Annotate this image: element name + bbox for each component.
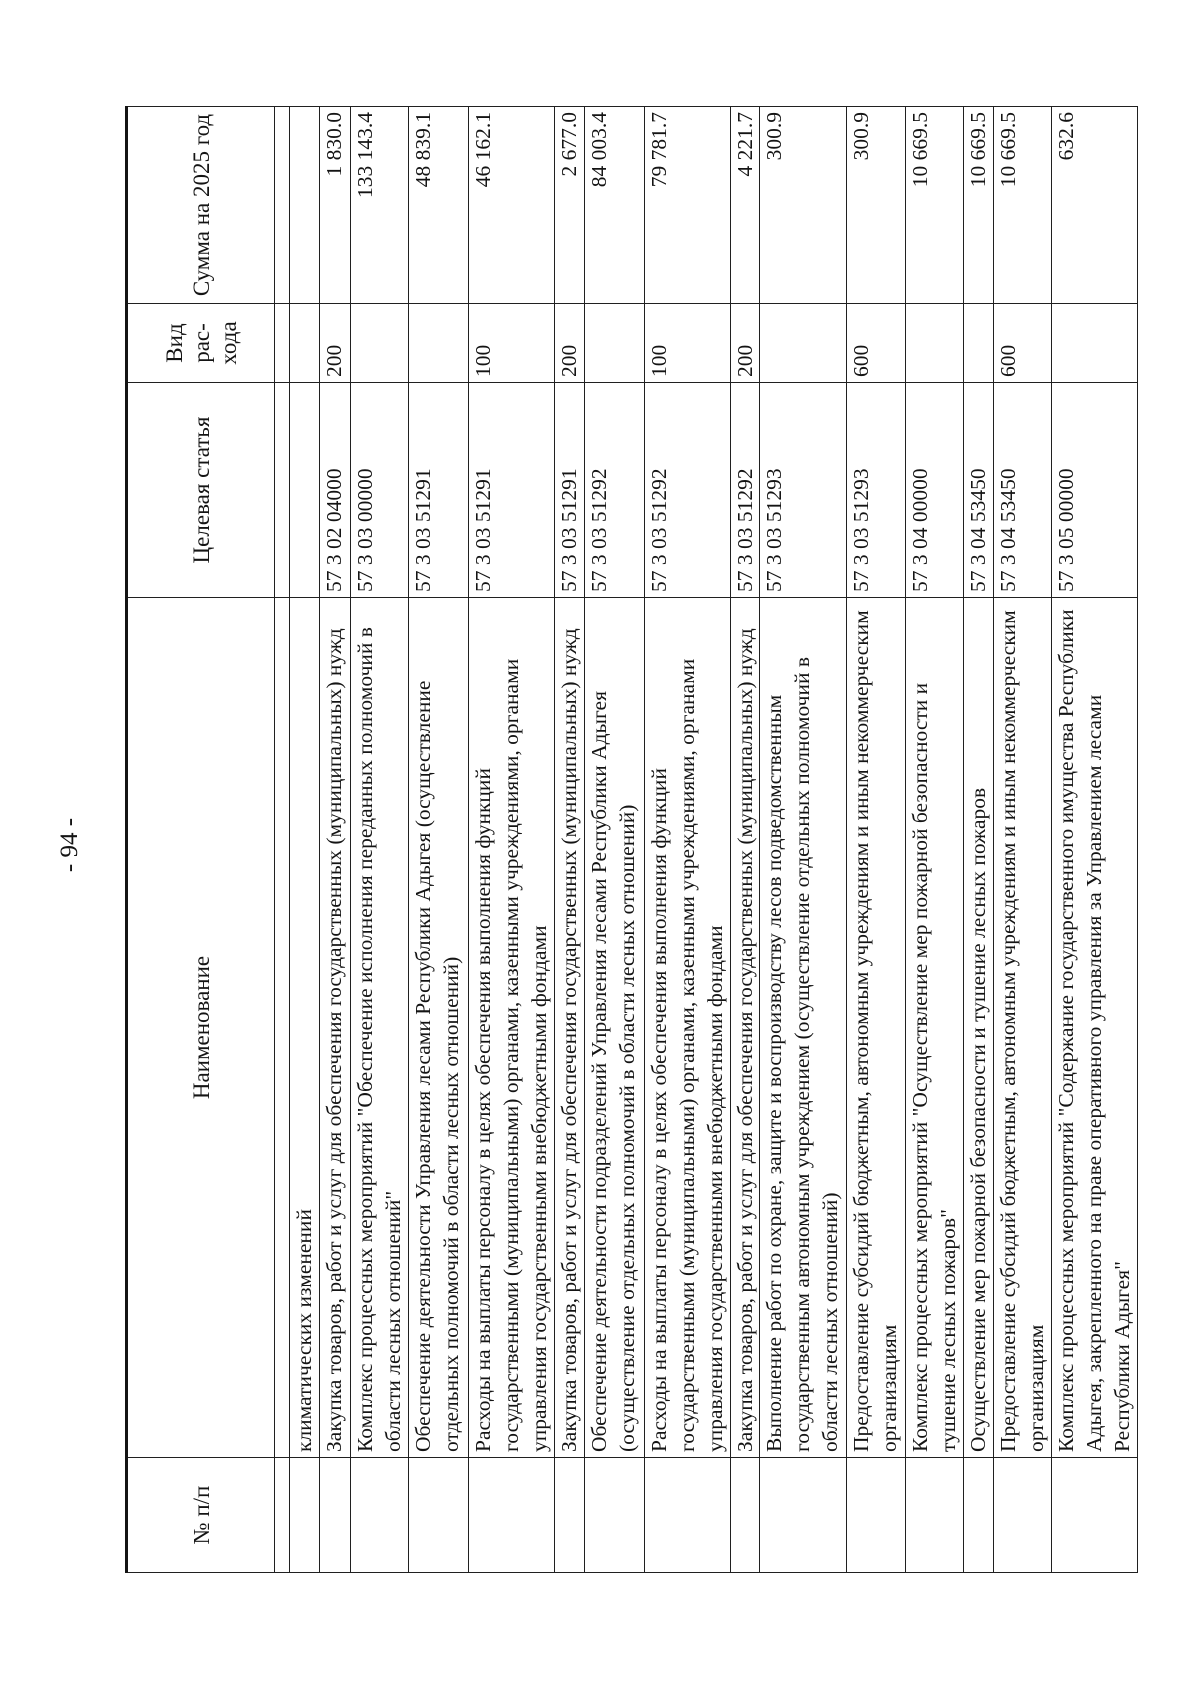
cell-code: 57 3 03 51292 [644, 383, 730, 598]
table-row [351, 107, 409, 1573]
cell-name: Комплекс процессных мероприятий "Содержание государственного имущества Республики Адыгея, закрепленного на праве оперативного управления за Управлением лесами Республики Адыгея" [1051, 598, 1137, 1458]
cell-num [760, 1458, 846, 1573]
cell-sum: 300.9 [846, 107, 906, 304]
table-row [644, 107, 730, 1573]
cell-code: 57 3 05 00000 [1051, 383, 1137, 598]
table-body [275, 107, 1138, 1573]
cell-code: 57 3 03 51291 [555, 383, 584, 598]
cell-sum: 10 669.5 [964, 107, 993, 304]
cell-num [351, 1458, 409, 1573]
cell-code: 57 3 03 51291 [468, 383, 554, 598]
cell-code: 57 3 03 51293 [760, 383, 846, 598]
cell-num [730, 1458, 759, 1573]
cell-code: 57 3 03 51291 [408, 383, 468, 598]
table-row [555, 107, 584, 1573]
cell-name: Комплекс процессных мероприятий "Обеспечение исполнения переданных полномочий в области лесных отношений" [351, 598, 409, 1458]
table-row [408, 107, 468, 1573]
page-number: - 94 - [56, 817, 83, 873]
table-row [1051, 107, 1137, 1573]
cell-num [290, 1458, 319, 1573]
cell-code: 57 3 04 53450 [993, 383, 1051, 598]
cell-sum [290, 107, 319, 304]
cell-vid: 600 [846, 304, 906, 383]
cell-vid: 100 [468, 304, 554, 383]
cell-name: Обеспечение деятельности подразделений Управления лесами Республики Адыгея (осуществление отдельных полномочий в области лесных отношений) [584, 598, 644, 1458]
cell-num [993, 1458, 1051, 1573]
cell-name: Расходы на выплаты персоналу в целях обеспечения выполнения функций государственными (муниципальными) органами, казенными учреждениями, органами управления государственными внебюджетными фондами [468, 598, 554, 1458]
table-row [964, 107, 993, 1573]
table-row [906, 107, 964, 1573]
cell-num [644, 1458, 730, 1573]
cell-sum: 84 003.4 [584, 107, 644, 304]
cell-name: Закупка товаров, работ и услуг для обеспечения государственных (муниципальных) нужд [319, 598, 350, 1458]
cell-vid [408, 304, 468, 383]
cell-code: 57 3 03 51292 [584, 383, 644, 598]
cell-name: Закупка товаров, работ и услуг для обеспечения государственных (муниципальных) нужд [555, 598, 584, 1458]
cell-name: Выполнение работ по охране, защите и воспроизводству лесов подведомственным государственным автономным учреждением (осуществление отдельных полномочий в области лесных отношений) [760, 598, 846, 1458]
table-row [730, 107, 759, 1573]
cell-vid [1051, 304, 1137, 383]
cell-vid: 100 [644, 304, 730, 383]
cell-vid [290, 304, 319, 383]
cell-name: Осуществление мер пожарной безопасности и тушение лесных пожаров [964, 598, 993, 1458]
cell-sum: 133 143.4 [351, 107, 409, 304]
cell-sum: 79 781.7 [644, 107, 730, 304]
cell-sum: 10 669.5 [906, 107, 964, 304]
cell-num [1051, 1458, 1137, 1573]
cell-code: 57 3 03 00000 [351, 383, 409, 598]
cell-num [408, 1458, 468, 1573]
cell-name: Предоставление субсидий бюджетным, автономным учреждениям и иным некоммерческим организациям [846, 598, 906, 1458]
cell-vid: 600 [993, 304, 1051, 383]
header-num: № п/п [127, 1458, 275, 1573]
cell-vid [906, 304, 964, 383]
cell-vid [351, 304, 409, 383]
cell-sum: 10 669.5 [993, 107, 1051, 304]
cell-num [555, 1458, 584, 1573]
table-row [468, 107, 554, 1573]
table-row [584, 107, 644, 1573]
cell-code: 57 3 03 51292 [730, 383, 759, 598]
table-row [760, 107, 846, 1573]
cell-code: 57 3 04 00000 [906, 383, 964, 598]
cell-sum: 4 221.7 [730, 107, 759, 304]
cell-sum: 2 677.0 [555, 107, 584, 304]
cell-vid: 200 [730, 304, 759, 383]
cell-code: 57 3 02 04000 [319, 383, 350, 598]
cell-num [964, 1458, 993, 1573]
cell-sum: 632.6 [1051, 107, 1137, 304]
spacer-row [275, 107, 290, 1573]
cell-sum: 46 162.1 [468, 107, 554, 304]
table-row [846, 107, 906, 1573]
cell-code: 57 3 04 53450 [964, 383, 993, 598]
cell-name: Комплекс процессных мероприятий "Осуществление мер пожарной безопасности и тушение лесных пожаров" [906, 598, 964, 1458]
table-row [993, 107, 1051, 1573]
cell-vid: 200 [555, 304, 584, 383]
table-row [290, 107, 319, 1573]
cell-code [290, 383, 319, 598]
header-code: Целевая статья [127, 383, 275, 598]
cell-num [319, 1458, 350, 1573]
cell-num [468, 1458, 554, 1573]
budget-table-container [125, 107, 1138, 1573]
cell-name: Закупка товаров, работ и услуг для обеспечения государственных (муниципальных) нужд [730, 598, 759, 1458]
cell-num [584, 1458, 644, 1573]
cell-name: Обеспечение деятельности Управления лесами Республики Адыгея (осуществление отдельных полномочий в области лесных отношений) [408, 598, 468, 1458]
header-sum: Сумма на 2025 год [127, 107, 275, 304]
table-row [319, 107, 350, 1573]
cell-name: климатических изменений [290, 598, 319, 1458]
cell-name: Предоставление субсидий бюджетным, автономным учреждениям и иным некоммерческим организациям [993, 598, 1051, 1458]
header-vid: Вид рас-хода [127, 304, 275, 383]
cell-sum: 300.9 [760, 107, 846, 304]
cell-sum: 48 839.1 [408, 107, 468, 304]
cell-vid [584, 304, 644, 383]
cell-vid: 200 [319, 304, 350, 383]
cell-vid [964, 304, 993, 383]
header-name: Наименование [127, 598, 275, 1458]
cell-num [846, 1458, 906, 1573]
budget-table [125, 106, 1138, 1573]
cell-vid [760, 304, 846, 383]
cell-sum: 1 830.0 [319, 107, 350, 304]
cell-code: 57 3 03 51293 [846, 383, 906, 598]
cell-name: Расходы на выплаты персоналу в целях обеспечения выполнения функций государственными (муниципальными) органами, казенными учреждениями, органами управления государственными внебюджетными фондами [644, 598, 730, 1458]
cell-num [906, 1458, 964, 1573]
table-header-row [127, 107, 275, 1573]
